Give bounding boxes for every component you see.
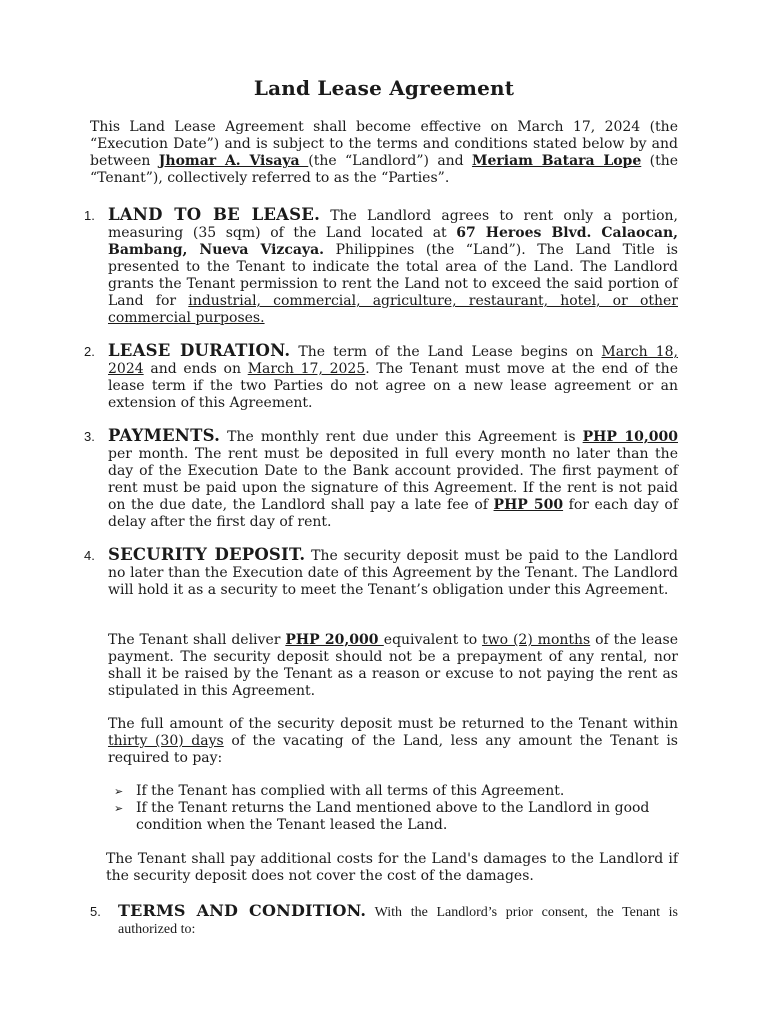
arrow-bullet-icon: ➢	[114, 785, 124, 798]
section-text: The security deposit must be paid to the Landlord no later than the Execution date of this Agreement by the Tenant. The Landlord will hold it as a security to meet the Tenant’s obligation under this Agreement.	[108, 548, 678, 598]
section-payments	[84, 427, 678, 531]
return-days: thirty (30) days	[108, 733, 224, 749]
section-number: 5.	[90, 904, 101, 919]
section-text: . The Tenant must move at the end of the lease term if the two Parties do not agree on a new lease agreement or an extension of this Agreement.	[108, 361, 678, 411]
section-heading: LAND TO BE LEASE.	[108, 205, 321, 224]
document-title: Land Lease Agreement	[253, 76, 515, 100]
intro-paragraph	[90, 119, 678, 187]
list-item-text: If the Tenant has complied with all terms of this Agreement.	[136, 783, 565, 799]
section-terms-and-condition	[90, 902, 678, 938]
deposit-amount: PHP 20,000	[285, 632, 384, 648]
list-item	[112, 800, 678, 834]
security-deposit-amount-paragraph	[108, 632, 678, 700]
section-text: for each day of delay after the first day of rent.	[108, 497, 679, 530]
section-heading: TERMS AND CONDITION.	[118, 901, 367, 920]
intro-text-3: (the “Tenant”), collectively referred to as the “Parties”.	[90, 153, 678, 186]
section-number: 4.	[84, 548, 95, 563]
intro-text-2: (the “Landlord”) and	[308, 153, 472, 169]
section-text: The monthly rent due under this Agreement is	[220, 429, 583, 445]
intro-text-1: This Land Lease Agreement shall become effective on March 17, 2024 (the “Execution Date”) and is subject to the terms and conditions stated below by and between	[90, 119, 678, 169]
lease-end-date: March 17, 2025	[247, 361, 366, 377]
section-land-to-be-lease	[84, 206, 678, 327]
tenant-name: Meriam Batara Lope	[471, 153, 642, 169]
deposit-conditions-list	[112, 783, 678, 834]
paragraph-text: equivalent to	[383, 632, 483, 648]
late-fee: PHP 500	[493, 497, 564, 513]
paragraph-text: of the lease payment. The security deposit should not be a prepayment of any rental, nor shall it be raised by the Tenant as a reason or excuse to not paying the rent as stipulated in this Agreement.	[108, 632, 678, 699]
section-text: The Landlord agrees to rent only a portion, measuring (35 sqm) of the Land located at	[108, 208, 678, 241]
section-number: 2.	[84, 344, 95, 359]
section-text: Philippines (the “Land”). The Land Title is presented to the Tenant to indicate the total area of the Land. The Landlord grants the Tenant permission to rent the Land not to exceed the said portion of Land for	[108, 242, 678, 309]
lease-purposes: industrial, commercial, agriculture, restaurant, hotel, or other commercial purposes.	[108, 293, 678, 326]
section-text: per month. The rent must be deposited in full every month no later than the day of the Execution Date to the Bank account provided. The first payment of rent must be paid upon the signature of this Agreement. If the rent is not paid on the due date, the Landlord shall pay a late fee of	[108, 446, 678, 513]
section-security-deposit	[84, 546, 678, 599]
section-heading: PAYMENTS.	[108, 426, 221, 445]
landlord-name: Jhomar A. Visaya	[158, 153, 309, 169]
section-number: 1.	[84, 208, 95, 223]
monthly-rent: PHP 10,000	[582, 429, 678, 445]
paragraph-text: The full amount of the security deposit must be returned to the Tenant within	[108, 716, 678, 732]
land-address: 67 Heroes Blvd. Calaocan, Bambang, Nueva Vizcaya.	[108, 225, 678, 258]
section-text: The term of the Land Lease begins on	[290, 344, 602, 360]
deposit-months: two (2) months	[482, 632, 591, 648]
section-lease-duration	[84, 342, 678, 412]
paragraph-text: The Tenant shall deliver	[108, 632, 286, 648]
paragraph-text: of the vacating of the Land, less any amount the Tenant is required to pay:	[108, 733, 678, 766]
damages-paragraph: The Tenant shall pay additional costs for the Land's damages to the Landlord if the security deposit does not cover the cost of the damages.	[106, 851, 678, 884]
lease-start-date: March 18, 2024	[108, 344, 678, 377]
arrow-bullet-icon: ➢	[114, 802, 124, 815]
list-item	[112, 783, 678, 800]
section-heading: SECURITY DEPOSIT.	[108, 545, 306, 564]
section-heading: LEASE DURATION.	[108, 341, 291, 360]
section-text: With the Landlord’s prior consent, the Tenant is authorized to:	[118, 905, 679, 937]
section-text: and ends on	[143, 361, 248, 377]
list-item-text: If the Tenant returns the Land mentioned above to the Landlord in good condition when the Tenant leased the Land.	[136, 800, 650, 833]
section-number: 3.	[84, 429, 95, 444]
security-deposit-return-paragraph	[108, 716, 678, 767]
